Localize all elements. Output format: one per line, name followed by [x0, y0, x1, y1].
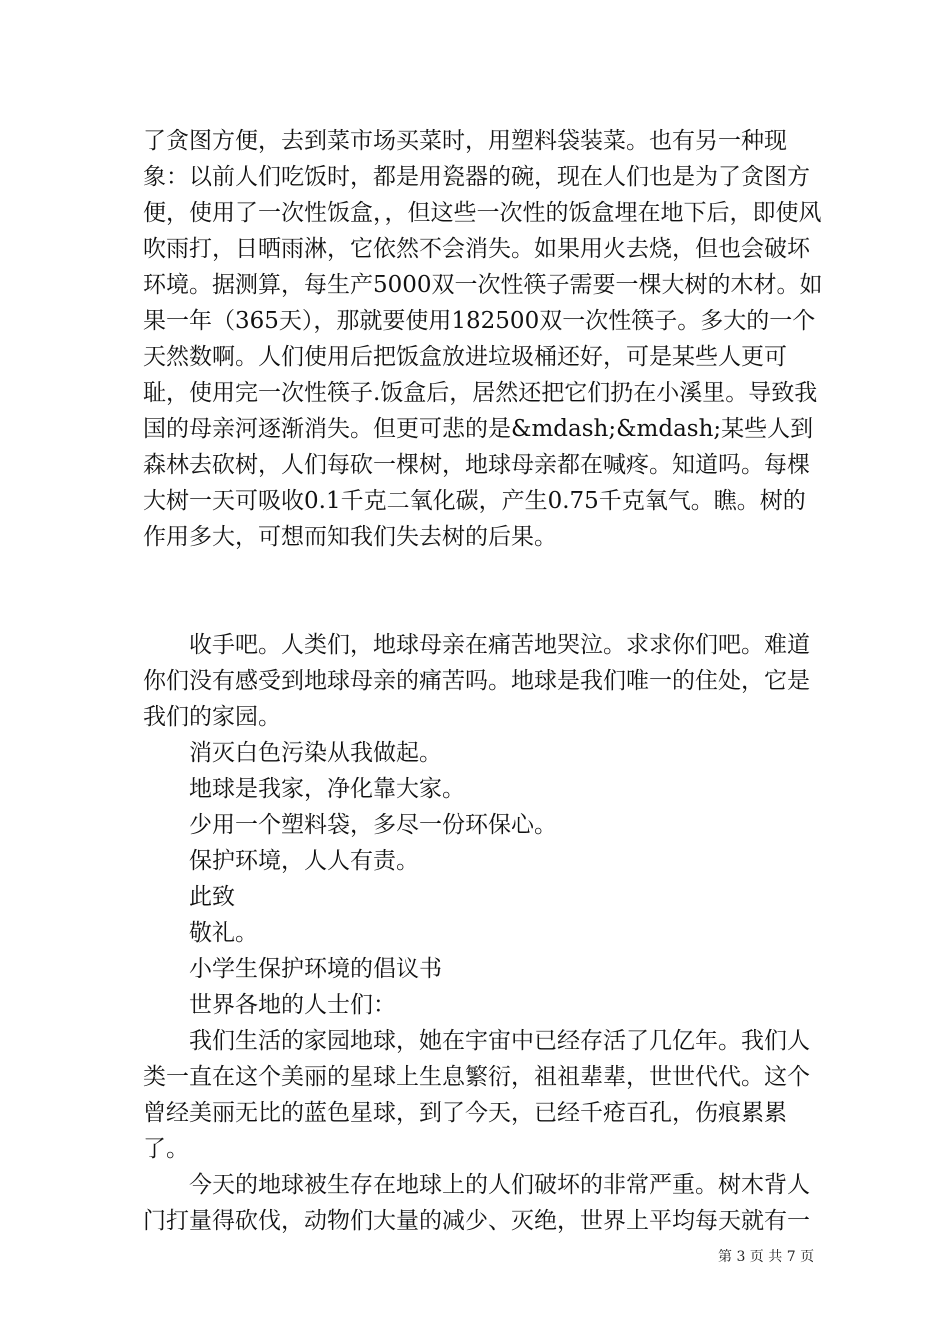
slogan-line: 消灭白色污染从我做起。 [189, 740, 442, 766]
closing-line: 敬礼。 [189, 920, 258, 946]
slogan-line: 保护环境，人人有责。 [189, 848, 419, 874]
slogan-line: 少用一个塑料袋，多尽一份环保心。 [189, 812, 557, 838]
salutation: 世界各地的人士们： [189, 992, 396, 1018]
paragraph-damage: 今天的地球被生存在地球上的人们破坏的非常严重。树木背人门打量得砍伐，动物们大量的减少、灭绝，世界上平均每天就有一 [143, 1172, 810, 1234]
paragraph-disposables: 了贪图方便，去到菜市场买菜时，用塑料袋装菜。也有另一种现象：以前人们吃饭时，都是用瓷器的碗，现在人们也是为了贪图方便，使用了一次性饭盒，，但这些一次性的饭盒埋在地下后，即使风吹雨打，日晒雨淋，它依然不会消失。如果用火去烧，但也会破坏环境。据测算，每生产5000双一次性筷子需要一棵大树的木材。如果一年（365天），那就要使用182500双一次性筷子。多大的一个天然数啊。人们使用后把饭盒放进垃圾桶还好，可是某些人更可耻，使用完一次性筷子.饭盒后，居然还把它们扔在小溪里。导致我国的母亲河逐渐消失。但更可悲的是&mdash;&mdash;某些人到森林去砍树，人们每砍一棵树，地球母亲都在喊疼。知道吗。每棵大树一天可吸收0.1千克二氧化碳，产生0.75千克氧气。瞧。树的作用多大，可想而知我们失去树的后果。 [143, 128, 823, 550]
paragraph-appeal: 收手吧。人类们，地球母亲在痛苦地哭泣。求求你们吧。难道你们没有感受到地球母亲的痛苦吗。地球是我们唯一的住处，它是我们的家园。 [143, 632, 810, 730]
slogan-line: 地球是我家，净化靠大家。 [189, 776, 465, 802]
body-text-top [143, 123, 823, 555]
body-text-lower [143, 627, 823, 1239]
section-title: 小学生保护环境的倡议书 [189, 956, 442, 982]
paragraph-home: 我们生活的家园地球，她在宇宙中已经存活了几亿年。我们人类一直在这个美丽的星球上生息繁衍，祖祖辈辈，世世代代。这个曾经美丽无比的蓝色星球，到了今天，已经千疮百孔，伤痕累累了。 [143, 1028, 810, 1162]
closing-line: 此致 [189, 884, 235, 910]
page-number: 第 3 页 共 7 页 [718, 1249, 815, 1265]
